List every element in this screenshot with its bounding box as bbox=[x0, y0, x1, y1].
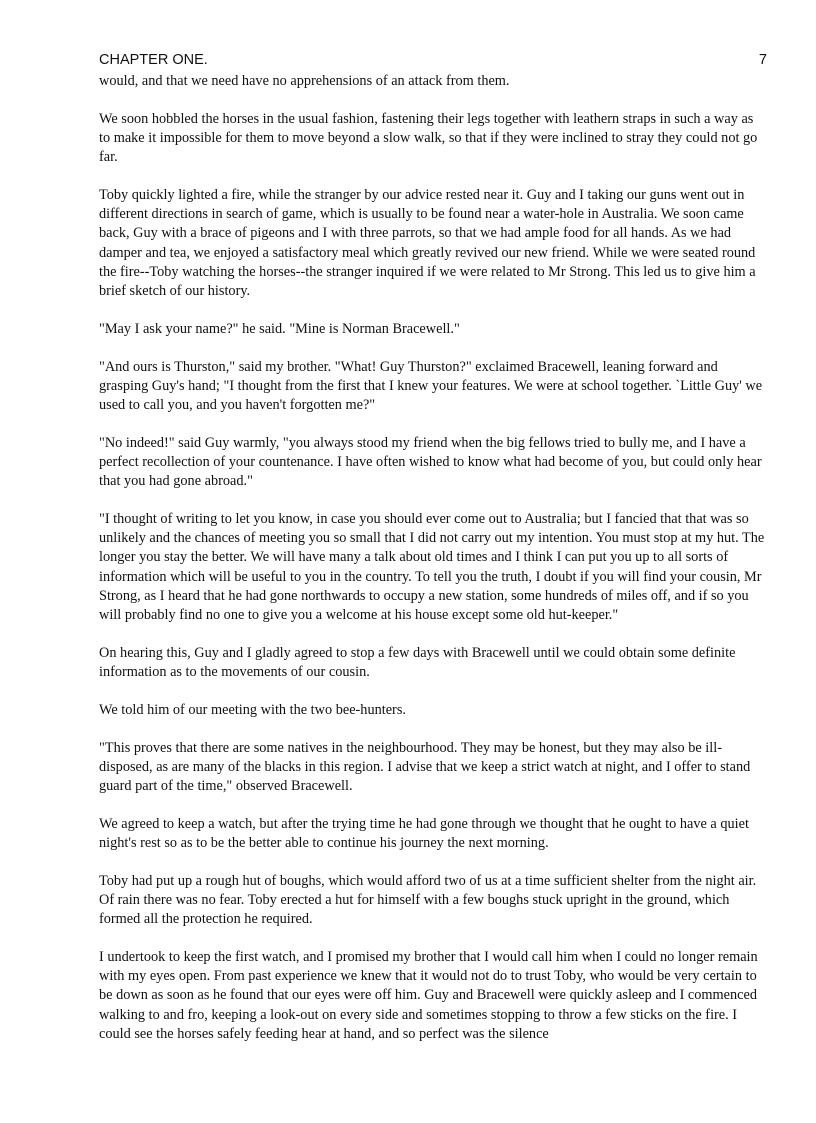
paragraph: On hearing this, Guy and I gladly agreed to stop a few days with Bracewell until we could obtain some definite information as to the movements of our cousin. bbox=[99, 644, 736, 681]
page-number: 7 bbox=[758, 52, 767, 68]
chapter-title: CHAPTER ONE. bbox=[99, 52, 208, 68]
body-text bbox=[99, 72, 767, 1044]
paragraph: "No indeed!" said Guy warmly, "you always stood my friend when the big fellows tried to bully me, and I have a perfect recollection of your countenance. I have often wished to know what had become of you, but could only hear that you had gone abroad." bbox=[99, 434, 762, 490]
paragraph: "May I ask your name?" he said. "Mine is Norman Bracewell." bbox=[99, 320, 460, 337]
paragraph: I undertook to keep the first watch, and I promised my brother that I would call him when I could no longer remain with my eyes open. From past experience we knew that it would not do to trust Toby, who would be very certain to be down as soon as he found that our eyes were off him. Guy and Bracewell were quickly asleep and I commenced walking to and fro, keeping a look-out on every side and sometimes stopping to throw a few sticks on the fire. I could see the horses safely feeding hear at hand, and so perfect was the silence bbox=[99, 949, 758, 1042]
paragraph: "I thought of writing to let you know, in case you should ever come out to Australia; but I fancied that that was so unlikely and the chances of meeting you so small that I did not carry out my intention. You must stop at my hut. The longer you stay the better. We will have many a talk about old times and I think I can put you up to all sorts of information which will be useful to you in the country. To tell you the truth, I doubt if you will find your cousin, Mr Strong, as I heard that he had gone northwards to occupy a new station, some hundreds of miles off, and if so you will probably find no one to give you a welcome at his house except some old hut-keeper." bbox=[99, 511, 765, 624]
paragraph: "This proves that there are some natives in the neighbourhood. They may be honest, but they may also be ill-disposed, as are many of the blacks in this region. I advise that we keep a strict watch at night, and I offer to stand guard part of the time," observed Bracewell. bbox=[99, 739, 751, 795]
paragraph: We told him of our meeting with the two bee-hunters. bbox=[99, 701, 406, 718]
book-page bbox=[99, 50, 767, 1044]
running-header bbox=[99, 50, 767, 70]
paragraph: We agreed to keep a watch, but after the trying time he had gone through we thought that he ought to have a quiet night's rest so as to be the better able to continue his journey the next morning. bbox=[99, 815, 749, 852]
paragraph: Toby had put up a rough hut of boughs, which would afford two of us at a time sufficient shelter from the night air. Of rain there was no fear. Toby erected a hut for himself with a few boughs stuck upright in the ground, which formed all the protection he required. bbox=[99, 872, 757, 928]
paragraph: would, and that we need have no apprehensions of an attack from them. bbox=[99, 73, 510, 89]
paragraph: We soon hobbled the horses in the usual fashion, fastening their legs together with leathern straps in such a way as to make it impossible for them to move beyond a slow walk, so that if they were inclined to stray they could not go far. bbox=[99, 110, 758, 166]
paragraph: Toby quickly lighted a fire, while the stranger by our advice rested near it. Guy and I taking our guns went out in different directions in search of game, which is usually to be found near a water-hole in Australia. We soon came back, Guy with a brace of pigeons and I with three parrots, so that we had ample food for all hands. As we had damper and tea, we enjoyed a satisfactory meal which greatly revived our new friend. While we were seated round the fire--Toby watching the horses--the stranger inquired if we were related to Mr Strong. This led us to give him a brief sketch of our history. bbox=[99, 187, 756, 300]
paragraph: "And ours is Thurston," said my brother. "What! Guy Thurston?" exclaimed Bracewell, leaning forward and grasping Guy's hand; "I thought from the first that I knew your features. We were at school together. `Little Guy' we used to call you, and you haven't forgotten me?" bbox=[99, 358, 763, 414]
